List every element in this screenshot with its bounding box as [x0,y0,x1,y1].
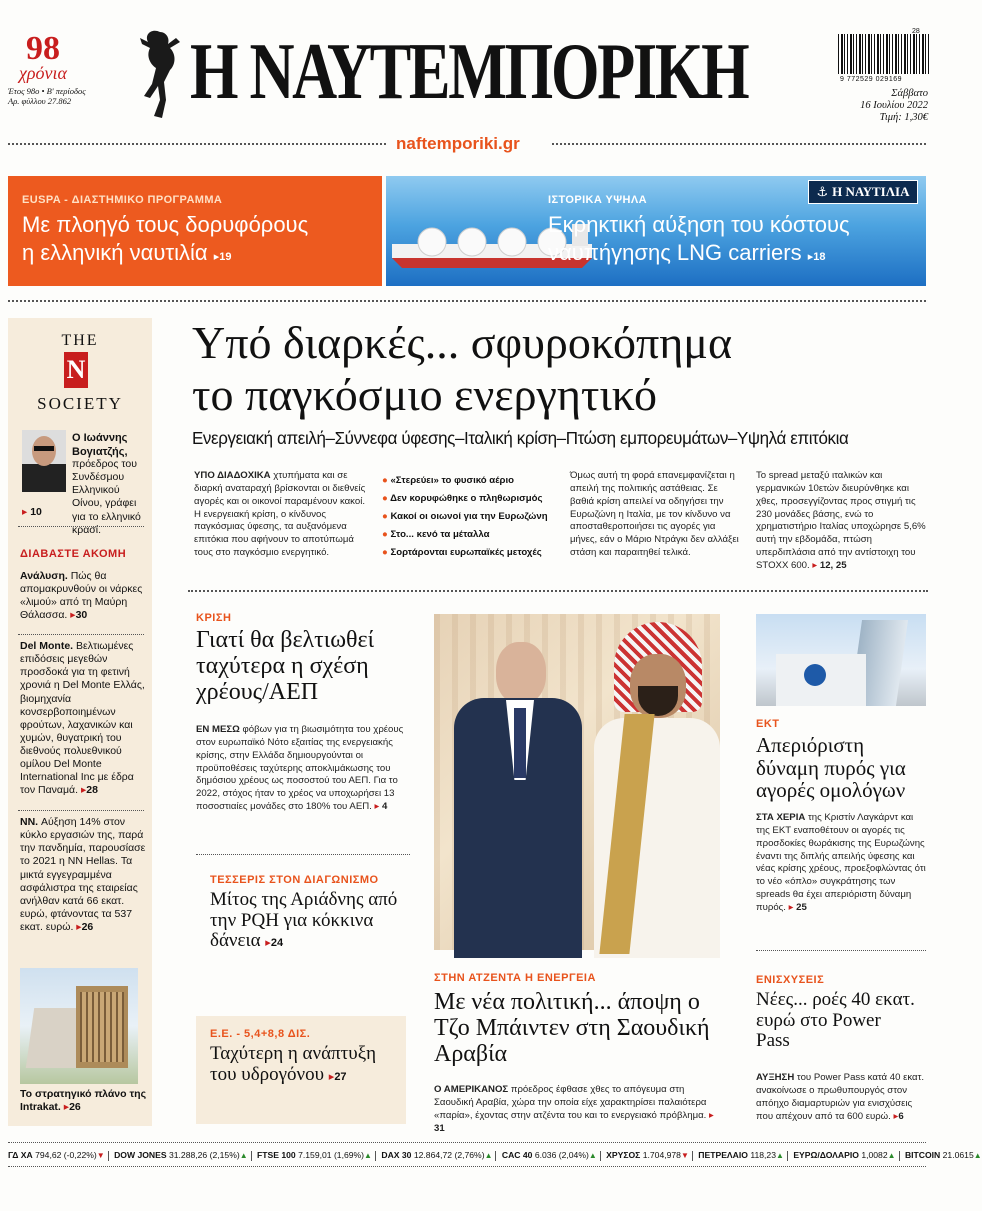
ticker-name: ΧΡΥΣΟΣ [606,1150,641,1160]
masthead-rule-left [8,143,386,145]
bullet-icon: ● [382,547,388,558]
sidebar-item-text: Βελτιωμένες επιδόσεις μεγεθών προσδοκά για τη φετινή χρονιά η Del Monte Ελλάς, βιομηχανία κονσερβοποιημένων φρούτων, λαχανικών και χυμών, θυγατρική του διεθνούς πολυεθνικού ομίλου Del Monte International Inc με έδρα τον Παναμά. [20,640,145,797]
debt-text: φόβων για τη βιωσιμότητα του χρέους στον ευρωπαϊκό Νότο εξαιτίας της ενεργειακής κρίσης, στην Ελλάδα δημιουργούνται οι προϋποθέσεις ταχύτερης αποκλιμάκωσης του δημόσιου χρέους ως ποσοστού του ΑΕΠ. Για το 2022, στόχος ήταν το χρέος να υποχωρήσει 13 ποσοστιαίες μονάδες στο 180% του ΑΕΠ. [196,724,404,813]
bullet-text: «Στερεύει» το φυσικό αέριο [390,475,514,486]
intrakat-caption-text: Το στρατηγικό πλάνο της Intrakat. [20,1088,147,1114]
ticker-name: ΓΔ ΧΑ [8,1150,33,1160]
powerpass-body [756,1072,928,1123]
ecb-page: 25 [796,901,807,913]
ticker-name: CAC 40 [501,1150,533,1160]
banner-euspa-label: EUSPA - ΔΙΑΣΤΗΜΙΚΟ ΠΡΟΓΡΑΜΜΑ [22,194,223,206]
ticker-item [381,1150,492,1160]
publication-day: Σάββατο [891,88,928,99]
arrow-icon: ▸ [76,921,82,933]
building-facade [80,992,124,1062]
barcode [838,34,930,74]
sidebar-rule-2 [18,634,144,635]
ticker-item [502,1150,597,1160]
ticker-name: FTSE 100 [257,1150,296,1160]
banner-lng-label: ΙΣΤΟΡΙΚΑ ΥΨΗΛΑ [548,194,647,206]
hydrogen-label: Ε.Ε. - 5,4+8,8 ΔΙΣ. [210,1028,311,1040]
main-col1-text: χτυπήματα και σε διαρκή αναταραχή βρίσκονται οι διεθνείς αγορές και οι οικονοί παραμένουν κακοί. Η ενεργειακή κρίση, ο κίνδυνος παγκόσμιας ύφεσης, τα αυξανόμενα επιτόκια που αφήνουν το αποτύπωμά τους στο παγκόσμιο ενεργητικό. [194,470,366,559]
sidebar-item-text: Πώς θα απομακρυνθούν οι νάρκες «λιμού» από τη Μαύρη Θάλασσα. [20,570,143,622]
barcode-number: 9 772529 029169 [840,76,902,83]
ticker-name: ΠΕΤΡΕΛΑΙΟ [698,1150,748,1160]
bullet-icon: ● [382,493,388,504]
main-col4-page: 12, 25 [819,559,847,571]
up-arrow-icon: ▲ [776,1151,784,1160]
biden-head [496,642,546,704]
hydrogen-headline: Ταχύτερη η ανάπτυξη του υδρογόνου [210,1043,377,1085]
ticker-value: 1.704,978 [642,1150,681,1160]
debt-body [196,724,412,814]
ticker-value: 118,23 [750,1150,776,1160]
main-subhead: Ενεργειακή απειλή–Σύννεφα ύφεσης–Ιταλική κρίση–Πτώση εμπορευμάτων–Υψηλά επιτόκια [192,428,849,448]
arrow-icon: ▸ [812,559,818,571]
ticker-name: BITCOIN [904,1150,941,1160]
ecb-rule [756,950,926,951]
main-headline-line2[interactable]: το παγκόσμιο ενεργητικό [192,369,657,420]
columnist-glasses [34,446,54,451]
ticker-value: 794,62 (-0,22%) [35,1150,97,1160]
ticker-name: DAX 30 [381,1150,412,1160]
up-arrow-icon: ▲ [588,1151,597,1160]
biden-label: ΣΤΗΝ ΑΤΖΕΝΤΑ Η ΕΝΕΡΓΕΙΑ [434,972,596,984]
powerpass-headline[interactable]: Νέες... ροές 40 εκατ. ευρώ στο Power Pass [756,989,915,1052]
bullet-icon: ● [382,511,388,522]
sidebar-item-page: 30 [75,609,88,622]
publication-date: 16 Ιουλίου 2022 [860,100,928,111]
market-ticker [8,1150,982,1161]
main-bottom-rule [188,590,928,592]
debt-headline[interactable]: Γιατί θα βελτιωθεί ταχύτερα η σχέση χρέους/ΑΕΠ [196,627,375,705]
sidebar-item[interactable] [20,570,148,623]
arrow-icon: ▸ [63,1101,70,1114]
columnist-page-row [22,506,150,519]
ariadne-label: ΤΕΣΣΕΡΙΣ ΣΤΟΝ ΔΙΑΓΩΝΙΣΜΟ [210,874,379,886]
main-col1-lead: ΥΠΟ ΔΙΑΔΟΧΙΚΑ [194,470,271,481]
banner-bottom-rule [8,300,926,302]
year-info: Έτος 98ο • Β' περίοδος [8,86,86,96]
arrow-icon: ▸ [328,1070,335,1083]
bullet-text: Σορτάρονται ευρωπαϊκές μετοχές [390,547,542,558]
ticker-item [114,1150,248,1160]
main-col-1 [194,470,370,560]
sidebar-rule-1 [18,526,144,527]
ticker-value: 21.0615 [942,1150,974,1160]
society-the: THE [61,332,99,349]
price: Τιμή: 1,30€ [879,112,928,123]
powerpass-text: του Power Pass κατά 40 εκατ. ανακοίνωσε ο πρωθυπουργός στον απόηχο διαμαρτυριών για ενισχύσεις που απέχουν από τα 600 ευρώ. [756,1072,925,1122]
ticker-value: 1,0082 [861,1150,888,1160]
ecb-photo [756,614,926,706]
intrakat-page: 26 [69,1101,81,1114]
biden-lead: Ο ΑΜΕΡΙΚΑΝΟΣ [434,1084,509,1095]
ticker-rule-bottom [8,1166,926,1167]
debt-lead: ΕΝ ΜΕΣΩ [196,724,240,735]
columnist-text: πρόεδρος του Συνδέσμου Ελληνικού Οίνου, γράφει για το ελληνικό κρασί. [72,458,141,536]
banner-euspa-line2: η ελληνική ναυτιλία [22,240,208,265]
sidebar-item-lead: Ανάλυση. [20,570,68,582]
ticker-name: ΕΥΡΩ/ΔΟΛΑΡΙΟ [793,1150,859,1160]
sidebar-item-lead: Del Monte. [20,640,74,652]
banner-lng-page: 18 [813,251,826,263]
main-headline-line1[interactable]: Υπό διαρκές... σφυροκόπημα [192,317,733,368]
main-col4-text: Το spread μεταξύ ιταλικών και γερμανικών 10ετών διευρύνθηκε και χθες, προσεγγίζοντας προς στιγμή τις 230 μονάδες βάσης, ενώ το χρηματιστήριο Ιταλίας υποχώρησε 5,6% αυτή την εβδομάδα, πτώση υπερδιπλάσια από την αντίστοιχη του STOXX 600. [756,470,926,571]
up-arrow-icon: ▲ [484,1151,493,1160]
banner-euspa[interactable] [8,176,382,286]
arrow-icon: ▸ [788,901,794,913]
sidebar-item[interactable] [20,640,148,798]
ecb-text: της Κριστίν Λαγκάρντ και της ΕΚΤ εναποθέτουν οι αγορές τις προσδοκίες θωράκισης της Ευρωζώνης έναντι της διπλής απειλής ύφεσης και νέας κρίσης χρέους, προεξοφλώντας ότι το νέο «όπλο» συγκράτησης των spreads θα έχει απεριόριστη δύναμη πυρός. [756,812,926,913]
up-arrow-icon: ▲ [239,1151,248,1160]
arrow-icon: ▸ [22,506,28,518]
ticker-item [257,1150,372,1160]
bullet-icon: ● [382,529,388,540]
ticker-name: DOW JONES [114,1150,167,1160]
bullet-item [382,472,562,490]
anchor-icon: ⚓ [816,184,829,199]
debt-label: ΚΡΙΣΗ [196,612,232,624]
up-arrow-icon: ▲ [973,1151,982,1160]
biden-mbs-photo [434,614,720,950]
ecb-label: ΕΚΤ [756,718,780,730]
ariadne-page: 24 [270,937,284,950]
sidebar-item-page: 28 [86,784,98,797]
hydrogen-headline-block [210,1044,400,1085]
banner-euspa-arrow: ▸ [213,251,220,263]
ecb-lead: ΣΤΑ ΧΕΡΙΑ [756,812,806,823]
columnist-page: 10 [30,506,42,518]
ticker-item [8,1150,105,1160]
read-more-heading: ΔΙΑΒΑΣΤΕ ΑΚΟΜΗ [20,548,127,560]
arrow-icon: ▸ [265,937,271,950]
arrow-icon: ▸ [709,1109,714,1121]
banner-lng-line2-row [548,240,826,266]
up-arrow-icon: ▲ [887,1151,896,1160]
nautilia-badge-label: Η ΝΑΥΤΙΛΙΑ [832,184,910,199]
sidebar-item[interactable] [20,816,148,934]
bullet-text: Κακοί οι οιωνοί για την Ευρωζώνη [390,511,548,522]
main-col-3: Όμως αυτή τη φορά επανεμφανίζεται η απειλή της πολιτικής αστάθειας. Σε βαθιά κρίση απειλεί να οδηγήσει την Ευρωζώνη η Ιταλία, με τον κίνδυνο να αποσταθεροποιήσει τις αγορές για μήνες, εάν ο Μάριο Ντράγκι δεν αλλάξει στάση και παραιτηθεί τελικά. [570,470,739,559]
banner-euspa-page: 19 [219,251,232,263]
columnist-face [32,436,56,466]
sidebar-item-lead: NN. [20,816,39,828]
bullet-text: Δεν κορυφώθηκε ο πληθωρισμός [390,493,543,504]
anniversary-block [8,30,108,106]
masthead-rule-right [552,143,926,145]
banner-euspa-line2-row [22,240,231,266]
ticker-value: 31.288,26 (2,15%) [168,1150,240,1160]
down-arrow-icon: ▼ [96,1151,105,1160]
nautilia-badge[interactable] [808,180,918,204]
banner-euspa-line1: Με πλοηγό τους δορυφόρους [22,212,309,237]
main-col-4 [756,470,928,573]
ticker-item [905,1150,982,1160]
bullet-item [382,508,562,526]
ticker-value: 7.159,01 (1,69%) [298,1150,365,1160]
ticker-item [606,1150,689,1160]
ecb-headline[interactable]: Απεριόριστη δύναμη πυρός για αγορές ομολόγων [756,733,906,803]
banner-lng-arrow: ▸ [807,251,814,263]
ticker-item [698,1150,784,1160]
bullet-item [382,490,562,508]
columnist-photo [22,430,66,492]
ticker-value: 12.864,72 (2,76%) [413,1150,485,1160]
columnist-text-area [72,458,150,536]
bullet-icon: ● [382,475,388,486]
banner-lng[interactable] [386,176,926,286]
intrakat-photo [20,968,138,1084]
newspaper-title: Η ΝΑΥΤΕΜΠΟΡΙΚΗ [190,28,748,116]
society-word: SOCIETY [37,394,123,413]
debt-page: 4 [382,801,388,813]
sidebar-rule-3 [18,810,144,811]
powerpass-lead: ΑΥΞΗΣΗ [756,1072,795,1083]
intrakat-caption[interactable] [20,1088,148,1114]
powerpass-page: 6 [898,1110,904,1122]
sidebar-item-text: Αύξηση 14% στον κύκλο εργασιών της, παρά την πανδημία, παρουσίασε το 2021 η NN Hellas. Τα μικτά εγγεγραμμένα ασφάλιστρα της εταιρείας ανήλθαν κατά 66 εκατ. ευρώ, φτάνοντας τα 537 εκατ. ευρώ. [20,816,146,933]
ticker-rule-top [8,1142,926,1143]
ecb-logo-icon [804,664,826,686]
hermes-logo [130,24,188,124]
banner-lng-line2: ναυπήγησης LNG carriers [548,240,802,265]
society-n-logo [64,352,88,388]
debt-rule [196,854,410,855]
banner-lng-line1: Εκρηκτική αύξηση του κόστους [548,212,850,237]
sidebar-item-page: 26 [81,921,94,933]
hydrogen-page: 27 [334,1070,347,1083]
anniversary-number: 98 [26,30,60,67]
arrow-icon: ▸ [80,784,87,797]
issue-number: Αρ. φύλλου 27.862 [8,96,72,106]
website-link[interactable]: naftemporiki.gr [396,134,520,153]
powerpass-label: ΕΝΙΣΧΥΣΕΙΣ [756,974,825,986]
ticker-item [793,1150,895,1160]
biden-page: 31 [434,1122,445,1134]
arrow-icon: ▸ [893,1110,899,1122]
biden-body [434,1084,724,1135]
bullet-item [382,526,562,544]
columnist-name[interactable]: Ο Ιωάννης Βογιατζής, [72,432,128,458]
down-arrow-icon: ▼ [680,1151,689,1160]
arrow-icon: ▸ [70,609,76,622]
society-n-letter: N [66,355,86,384]
ariadne-headline: Μίτος της Αριάδνης από την ΡQΗ για κόκκινα δάνεια [210,889,398,952]
biden-headline[interactable]: Με νέα πολιτική... άποψη ο Τζο Μπάιντεν στη Σαουδική Αραβία [434,989,710,1067]
ariadne-headline-block[interactable] [210,890,406,952]
ticker-value: 6.036 (2,04%) [534,1150,589,1160]
arrow-icon: ▸ [374,801,380,813]
biden-tie [514,708,526,778]
biden-text: πρόεδρος έφθασε χθες το απόγευμα στη Σαουδική Αραβία, χώρα την οποία είχε χαρακτηρίσει παλαιότερα «παρία», έχοντας στην ατζέντα του και το ενεργειακό πρόβλημα. [434,1084,707,1121]
bullet-text: Στο... κενό τα μέταλλα [390,529,490,540]
up-arrow-icon: ▲ [364,1151,372,1160]
anniversary-word: χρόνια [19,63,67,83]
bullet-item [382,544,562,562]
barcode-issue: 28 [912,28,920,35]
ecb-body [756,812,928,915]
main-bullets [382,472,562,562]
